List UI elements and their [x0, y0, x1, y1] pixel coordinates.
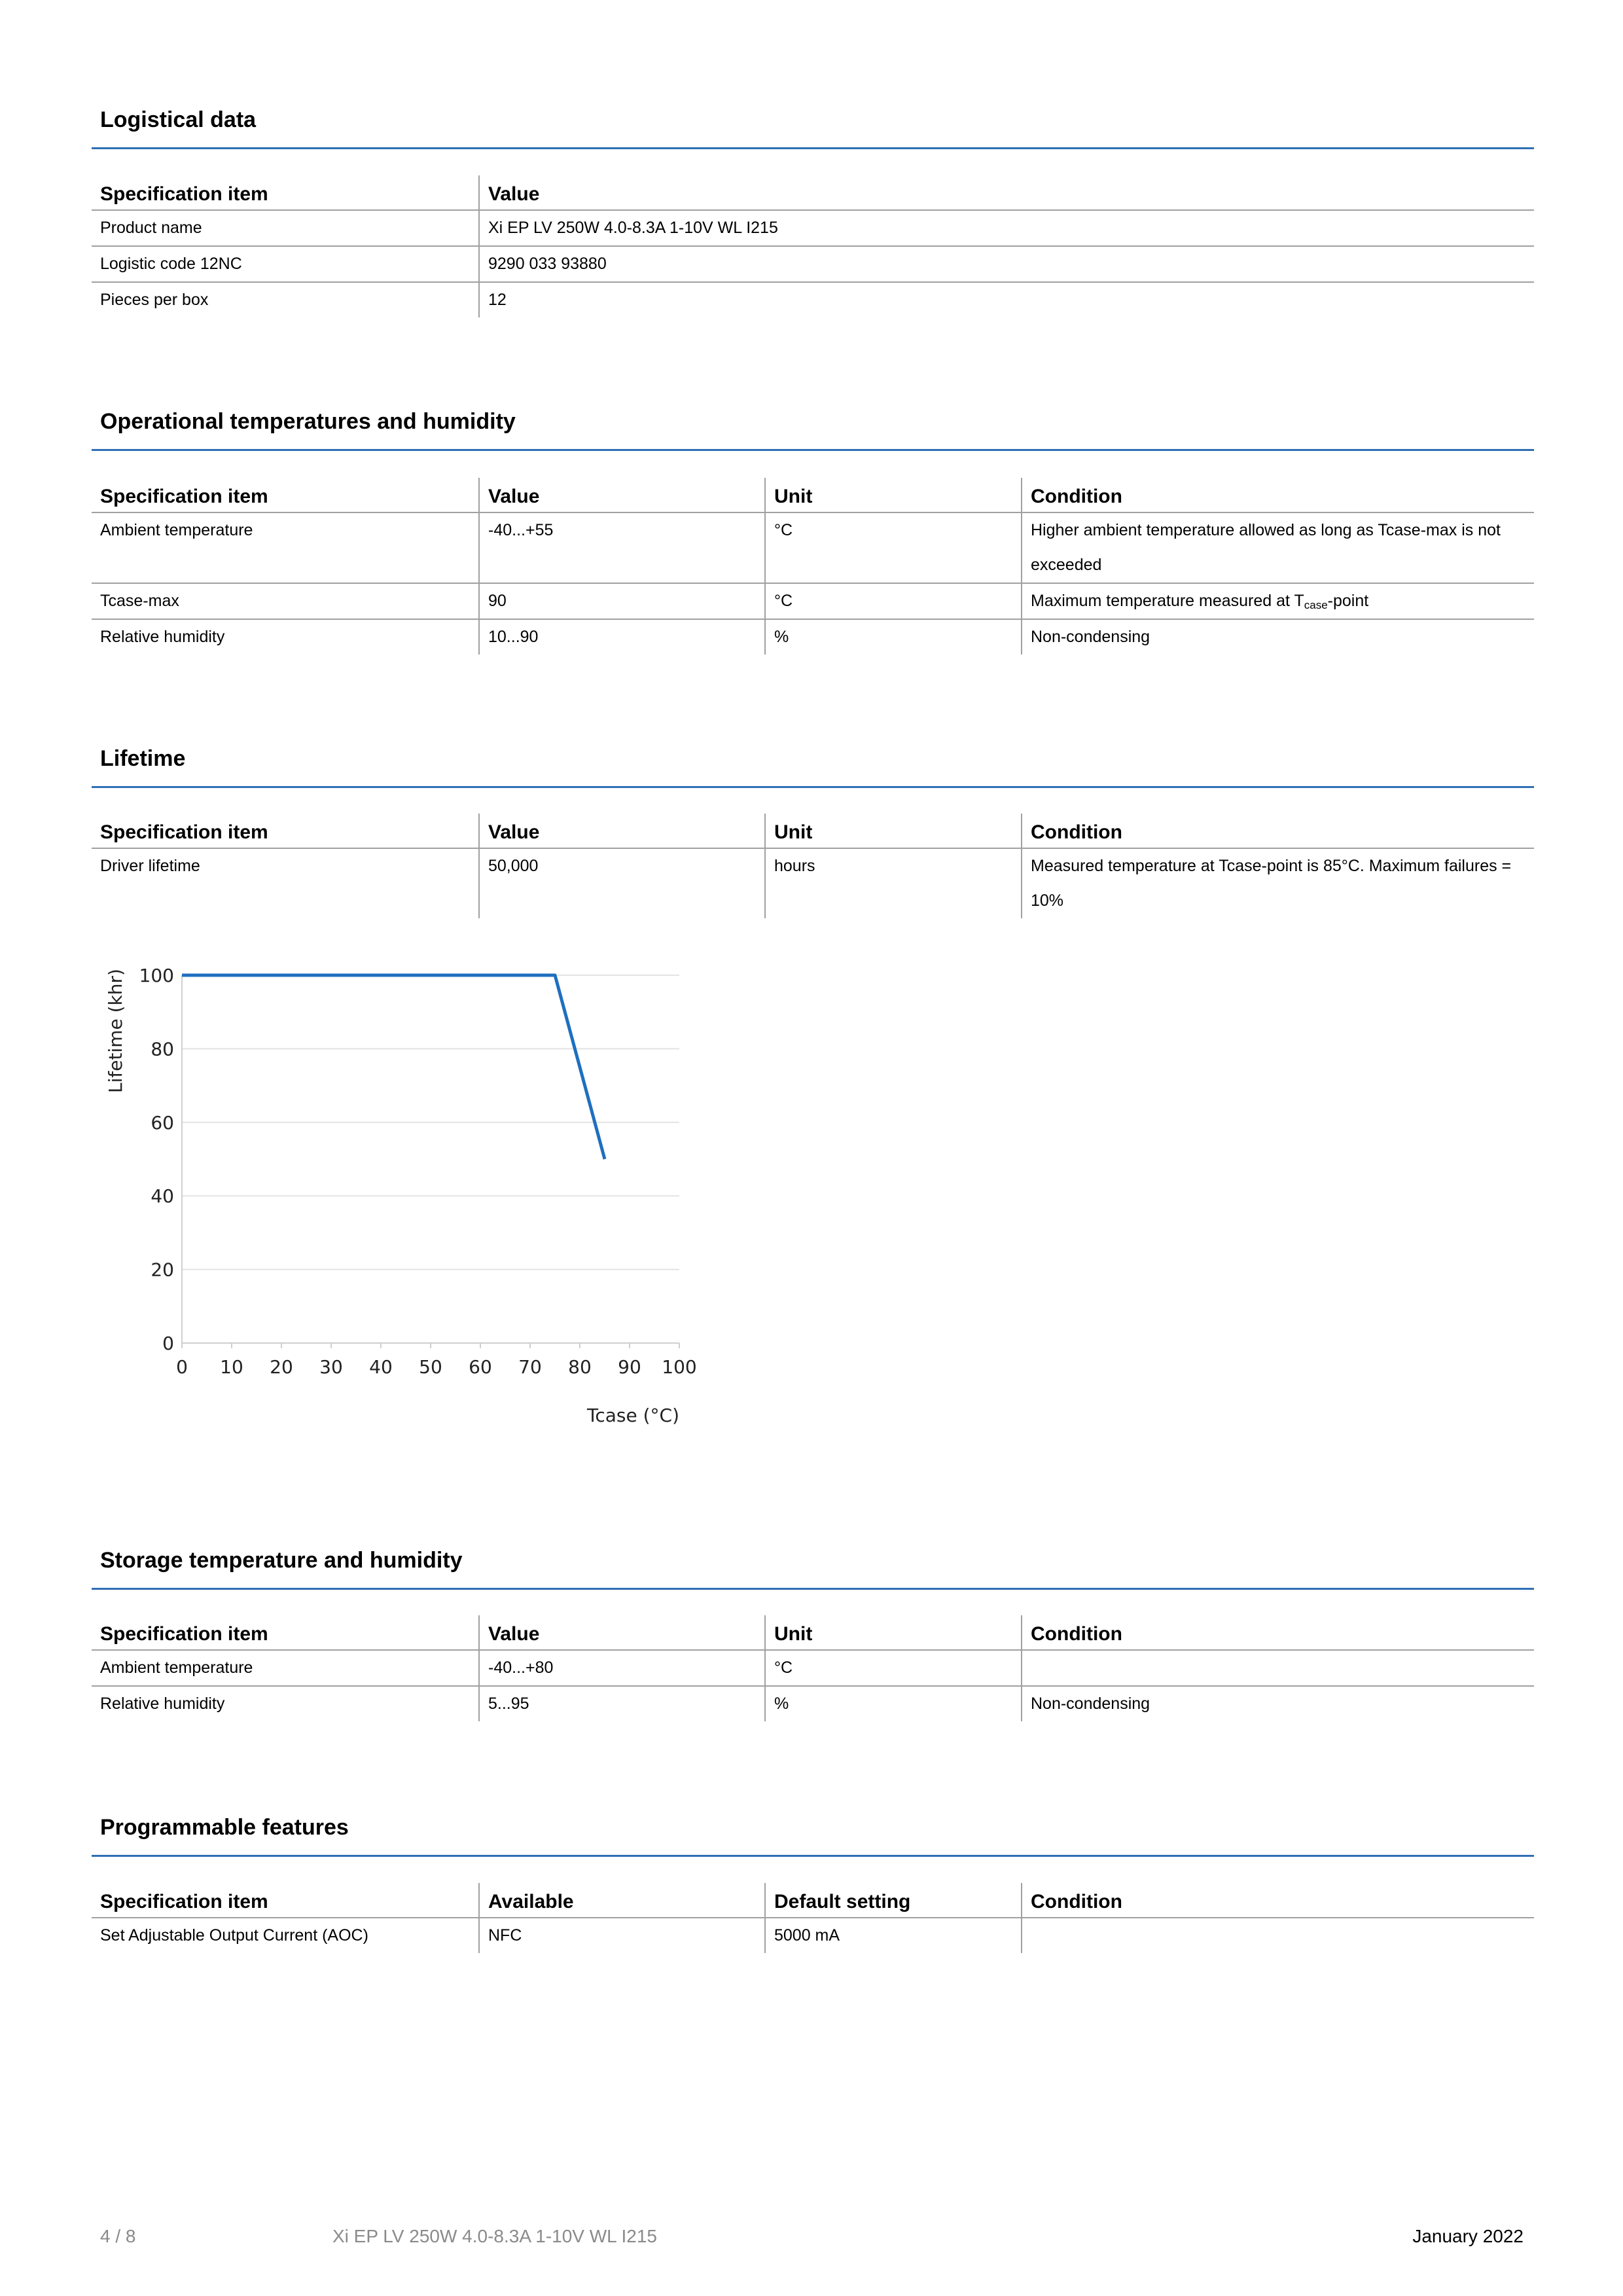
logistical-table — [92, 175, 1534, 317]
table-cell: Higher ambient temperature allowed as long as Tcase-max is not exceeded — [1022, 512, 1534, 583]
y-tick-label: 100 — [139, 965, 174, 986]
table-row — [92, 848, 1534, 918]
lifetime-table — [92, 814, 1534, 918]
table-cell: Ambient temperature — [100, 1659, 253, 1677]
table-cell: Driver lifetime — [100, 857, 200, 875]
column-header: Condition — [1022, 814, 1534, 848]
section-title: Storage temperature and humidity — [92, 1547, 1534, 1590]
section-programmable — [92, 1814, 1534, 1857]
table-cell: % — [765, 1686, 1022, 1721]
table-cell: % — [765, 619, 1022, 655]
column-header: Value — [479, 175, 1534, 210]
table-cell: -40...+55 — [479, 512, 765, 583]
column-header: Value — [479, 478, 765, 512]
column-header: Specification item — [100, 183, 268, 205]
table-cell: °C — [765, 1650, 1022, 1686]
y-axis-label: Lifetime (khr) — [105, 969, 126, 1093]
table-cell: 10...90 — [479, 619, 765, 655]
condition-subscript: case — [1304, 599, 1328, 611]
table-cell: Non-condensing — [1022, 1686, 1534, 1721]
programmable-table — [92, 1883, 1534, 1953]
table-row — [92, 512, 1534, 583]
chart-series — [182, 975, 605, 1159]
column-header: Condition — [1022, 1615, 1534, 1650]
table-row — [92, 583, 1534, 619]
column-header: Unit — [765, 1615, 1022, 1650]
y-tick-label: 80 — [151, 1038, 174, 1060]
y-tick-label: 60 — [151, 1111, 174, 1134]
table-row — [92, 1918, 1534, 1953]
table-row — [92, 1686, 1534, 1721]
table-cell: Non-condensing — [1022, 619, 1534, 655]
table-cell: 50,000 — [479, 848, 765, 918]
column-header: Available — [479, 1883, 765, 1918]
x-tick-label: 80 — [568, 1356, 592, 1378]
column-header: Unit — [765, 478, 1022, 512]
table-header-row — [92, 175, 1534, 210]
table-header-row — [92, 1615, 1534, 1650]
table-cell: 90 — [479, 583, 765, 619]
x-tick-label: 40 — [369, 1356, 393, 1378]
condition-prefix: Maximum temperature measured at T — [1031, 592, 1304, 610]
x-tick-label: 0 — [176, 1356, 188, 1378]
section-title: Logistical data — [92, 107, 1534, 149]
column-header: Specification item — [100, 486, 268, 507]
column-header: Value — [479, 1615, 765, 1650]
x-tick-label: 30 — [319, 1356, 343, 1378]
lifetime-chart — [98, 949, 700, 1440]
table-cell: 12 — [479, 282, 1534, 317]
table-cell — [1022, 583, 1534, 619]
chart-ticks — [139, 965, 697, 1378]
column-header: Default setting — [765, 1883, 1022, 1918]
table-row — [92, 619, 1534, 655]
table-cell: Ambient temperature — [100, 521, 253, 539]
table-row — [92, 282, 1534, 317]
x-tick-label: 70 — [518, 1356, 542, 1378]
table-cell: 5000 mA — [765, 1918, 1022, 1953]
chart-grid — [182, 975, 679, 1270]
table-cell — [1022, 1650, 1534, 1686]
table-row — [92, 246, 1534, 282]
table-cell: 9290 033 93880 — [479, 246, 1534, 282]
column-header: Specification item — [100, 1623, 268, 1645]
table-cell: Logistic code 12NC — [100, 255, 242, 273]
column-header: Value — [479, 814, 765, 848]
page-number: 4 / 8 — [100, 2226, 136, 2246]
storage-table — [92, 1615, 1534, 1721]
series-line — [182, 975, 605, 1159]
footer-date: January 2022 — [1412, 2226, 1524, 2246]
y-tick-label: 40 — [151, 1185, 174, 1208]
table-header-row — [92, 478, 1534, 512]
section-title: Programmable features — [92, 1814, 1534, 1857]
section-storage — [92, 1547, 1534, 1590]
y-tick-label: 0 — [162, 1333, 174, 1354]
y-tick-label: 20 — [151, 1259, 174, 1281]
table-cell: Pieces per box — [100, 291, 209, 309]
section-operational — [92, 408, 1534, 451]
table-row — [92, 1650, 1534, 1686]
x-tick-label: 50 — [419, 1356, 442, 1378]
table-cell: 5...95 — [479, 1686, 765, 1721]
section-logistical — [92, 107, 1534, 149]
table-header-row — [92, 1883, 1534, 1918]
table-cell: Product name — [100, 219, 202, 237]
table-header-row — [92, 814, 1534, 848]
table-cell — [1022, 1918, 1534, 1953]
column-header: Condition — [1022, 478, 1534, 512]
table-cell: hours — [765, 848, 1022, 918]
table-cell: °C — [765, 583, 1022, 619]
table-cell: Xi EP LV 250W 4.0-8.3A 1-10V WL I215 — [479, 210, 1534, 246]
section-lifetime — [92, 745, 1534, 788]
footer-product-name: Xi EP LV 250W 4.0-8.3A 1-10V WL I215 — [332, 2226, 657, 2246]
operational-table — [92, 478, 1534, 655]
column-header: Specification item — [100, 821, 268, 843]
x-tick-label: 60 — [469, 1356, 492, 1378]
column-header: Condition — [1022, 1883, 1534, 1918]
column-header: Specification item — [100, 1891, 268, 1912]
table-cell: NFC — [479, 1918, 765, 1953]
table-cell: Relative humidity — [100, 1695, 225, 1713]
table-cell: Set Adjustable Output Current (AOC) — [100, 1926, 368, 1945]
x-tick-label: 10 — [220, 1356, 243, 1378]
table-cell: °C — [765, 512, 1022, 583]
x-tick-label: 20 — [270, 1356, 293, 1378]
table-row — [92, 210, 1534, 246]
table-cell: -40...+80 — [479, 1650, 765, 1686]
table-cell: Measured temperature at Tcase-point is 85°C. Maximum failures = 10% — [1022, 848, 1534, 918]
x-tick-label: 90 — [618, 1356, 641, 1378]
column-header: Unit — [765, 814, 1022, 848]
table-cell: Tcase-max — [100, 592, 179, 610]
x-tick-label: 100 — [662, 1356, 697, 1378]
x-axis-label: Tcase (°C) — [586, 1405, 679, 1426]
section-title: Lifetime — [92, 745, 1534, 788]
section-title: Operational temperatures and humidity — [92, 408, 1534, 451]
table-cell: Relative humidity — [100, 628, 225, 646]
condition-suffix: -point — [1327, 592, 1369, 610]
